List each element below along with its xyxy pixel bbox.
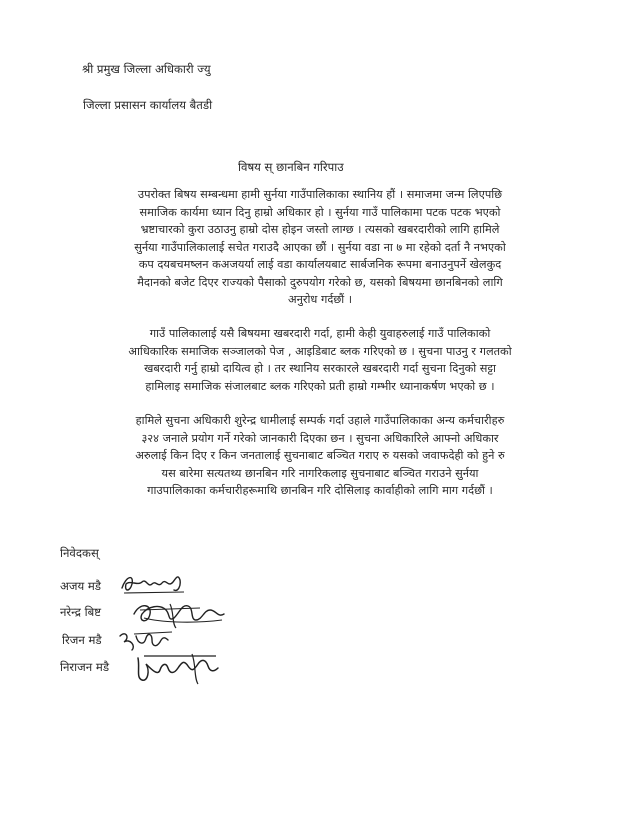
paragraph-line: हामिलाइ समाजिक संजालबाट ब्लक गरिएको प्रती हाम्रो गम्भीर ध्यानाकर्षण भएको छ । bbox=[145, 379, 495, 393]
signer-name: रिजन मडै bbox=[62, 633, 102, 647]
signer-name: अजय मडै bbox=[60, 579, 102, 593]
paragraph-1 bbox=[50, 186, 590, 309]
signature-1 bbox=[118, 570, 188, 598]
paragraph-line: गाउँ पालिकालाई यसै बिषयमा खबरदारी गर्दा, हामी केही युवाहरुलाई गाउँ पालिकाको bbox=[149, 327, 491, 340]
paragraph-3 bbox=[50, 412, 590, 500]
closing-label: निवेदकस् bbox=[60, 546, 99, 560]
paragraph-line: कप दयबचमष्लन कअजयर्या लाई वडा कार्यालयबाट सार्बजनिक रूपमा बनाउनुपर्ने खेलकुद bbox=[138, 258, 502, 271]
paragraph-line: सुर्नया गाउँपालिकालाई सचेत गराउदै आएका छौं । सुर्नया वडा ना ७ मा रहेको दर्ता नै नभएको bbox=[134, 240, 506, 254]
subject-line: विषय स् छानबिन गरिपाउ bbox=[238, 160, 344, 174]
paragraph-line: खबरदारी गर्नु हाम्रो दायित्व हो । तर स्थानिय सरकारले खबरदारी गर्दा सुचना दिनुको सट्टा bbox=[144, 362, 496, 375]
paragraph-line: उपरोक्त बिषय सम्बन्धमा हामी सुर्नया गाउँपालिकाका स्थानिय हौं । समाजमा जन्म लिएपछि bbox=[137, 188, 503, 201]
paragraph-line: अरुलाई किन दिए र किन जनतालाई सुचनाबाट बञ्चित गराए रु यसको जवाफदेही को हुने रु bbox=[135, 449, 505, 462]
paragraph-line: गाउपालिकाका कर्मचारीहरूमाथि छानबिन गरि दोसिलाइ कार्वाहीको लागि माग गर्दछौं । bbox=[147, 484, 493, 497]
paragraph-line: भ्रष्टाचारको कुरा उठाउनु हाम्रो दोस होइन जस्तो लाग्छ । त्यसको खबरदारीको लागि हामिले bbox=[140, 223, 500, 236]
paragraph-line: यस बारेमा सत्यतथ्य छानबिन गरि नागरिकलाइ सुचनाबाट बञ्चित गराउने सुर्नया bbox=[161, 466, 479, 480]
signer-name: निराजन मडै bbox=[60, 660, 110, 674]
paragraph-line: अनुरोध गर्दछौं । bbox=[287, 293, 353, 306]
paragraph-line: आधिकारिक समाजिक सञ्जालको पेज , आइडिबाट ब्लक गरिएको छ । सुचना पाउनु र गलतको bbox=[128, 344, 512, 358]
paragraph-line: ३२४ जनाले प्रयोग गर्ने गरेको जानकारी दिएका छन । सुचना अधिकारिले आफ्नो अधिकार bbox=[141, 431, 499, 445]
signature-4 bbox=[132, 650, 222, 688]
paragraph-line: मैदानको बजेट दिएर राज्यको पैसाको दुरुपयोग गरेको छ, यसको बिषयमा छानबिनको लागि bbox=[137, 275, 503, 289]
paragraph-line: समाजिक कार्यमा ध्यान दिनु हाम्रो अधिकार हो । सुर्नया गाउँ पालिकामा पटक पटक भएको bbox=[139, 205, 501, 219]
signer-name: नरेन्द्र बिष्ट bbox=[60, 605, 101, 619]
recipient-line-2: जिल्ला प्रसासन कार्यालय बैतडी bbox=[83, 98, 213, 112]
paragraph-2 bbox=[50, 325, 590, 395]
paragraph-line: हामिले सुचना अधिकारी शुरेन्द्र धामीलाई सम्पर्क गर्दा उहाले गाउँपालिकाका अन्य कर्मचारीहरु bbox=[135, 414, 505, 427]
recipient-line-1: श्री प्रमुख जिल्ला अधिकारी ज्यु bbox=[82, 62, 211, 76]
